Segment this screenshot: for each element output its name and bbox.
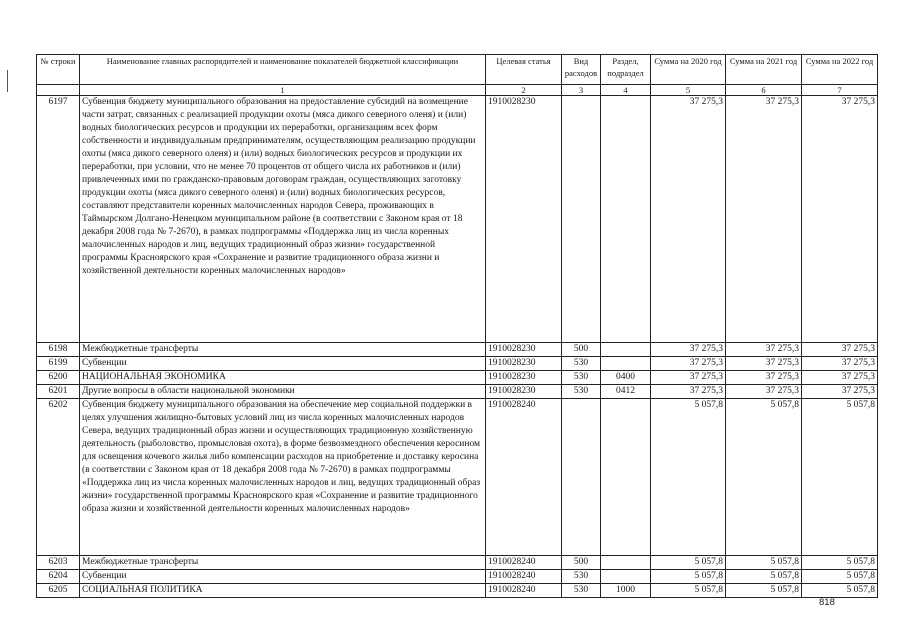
row-expense-type: 530 [562,584,601,598]
row-name: Субвенции [80,570,486,584]
row-sum-2021: 37 275,3 [726,371,802,385]
row-section [601,570,651,584]
row-sum-2022: 37 275,3 [802,343,878,357]
column-number-empty [37,85,80,96]
row-expense-type [562,399,601,556]
column-number: 5 [651,85,726,96]
col-header-section: Раздел, подраздел [601,55,651,85]
col-header-row-no: № строки [37,55,80,85]
row-number: 6203 [37,556,80,570]
row-sum-2020: 37 275,3 [651,343,726,357]
row-expense-type: 530 [562,385,601,399]
page-number: 818 [819,597,835,608]
row-name: Субвенции [80,357,486,371]
table-row [37,371,878,385]
row-target-article: 1910028230 [486,357,562,371]
row-section: 1000 [601,584,651,598]
row-number: 6205 [37,584,80,598]
row-sum-2021: 5 057,8 [726,556,802,570]
row-sum-2021: 5 057,8 [726,584,802,598]
row-number: 6201 [37,385,80,399]
row-sum-2020: 5 057,8 [651,584,726,598]
row-target-article: 1910028230 [486,371,562,385]
column-number: 3 [562,85,601,96]
row-section [601,399,651,556]
table-row [37,399,878,556]
row-sum-2022: 37 275,3 [802,357,878,371]
column-number: 1 [80,85,486,96]
row-expense-type [562,96,601,343]
row-number: 6202 [37,399,80,556]
table-row [37,96,878,343]
column-number-row [37,85,878,96]
row-target-article: 1910028230 [486,96,562,343]
row-target-article: 1910028240 [486,399,562,556]
table-row [37,385,878,399]
table-row [37,343,878,357]
col-header-expense-type: Вид расходов [562,55,601,85]
row-sum-2021: 37 275,3 [726,343,802,357]
row-expense-type: 500 [562,343,601,357]
row-sum-2020: 5 057,8 [651,399,726,556]
row-sum-2021: 37 275,3 [726,385,802,399]
row-number: 6200 [37,371,80,385]
col-header-name: Наименование главных распорядителей и наименование показателей бюджетной классификации [80,55,486,85]
row-section [601,556,651,570]
row-sum-2020: 5 057,8 [651,556,726,570]
row-sum-2022: 5 057,8 [802,570,878,584]
table-row [37,584,878,598]
col-header-sum-2022: Сумма на 2022 год [802,55,878,85]
row-sum-2022: 5 057,8 [802,399,878,556]
scan-margin-mark [7,70,8,92]
row-expense-type: 530 [562,357,601,371]
col-header-target: Целевая статья [486,55,562,85]
row-sum-2021: 5 057,8 [726,570,802,584]
row-sum-2020: 37 275,3 [651,385,726,399]
row-sum-2020: 37 275,3 [651,357,726,371]
row-sum-2022: 37 275,3 [802,371,878,385]
row-section: 0400 [601,371,651,385]
row-sum-2020: 5 057,8 [651,570,726,584]
row-target-article: 1910028230 [486,343,562,357]
table-row [37,357,878,371]
row-sum-2020: 37 275,3 [651,96,726,343]
row-sum-2022: 5 057,8 [802,584,878,598]
row-name: СОЦИАЛЬНАЯ ПОЛИТИКА [80,584,486,598]
row-name: Субвенция бюджету муниципального образования на предоставление субсидий на возмещение части затрат, связанных с реализацией продукции охоты (мяса дикого северного оленя) и (или) водных биологических ресурсов и продукции их переработки, организациям всех форм собственности и индивидуальным предпринимателям, осуществляющим реализацию продукции охоты (мяса дикого северного оленя) и (или) водных биологических ресурсов и продукции их переработки, при условии, что не менее 70 процентов от общего числа их работников и (или) привлеченных ими по гражданско-правовым договорам граждан, осуществляющих заготовку продукции охоты (мяса дикого северного оленя) и (или) водных биологических ресурсов, составляют представители коренных малочисленных народов Севера, проживающих в Таймырском Долгано-Ненецком муниципальном районе (в соответствии с Законом края от 18 декабря 2008 года № 7-2670), в рамках подпрограммы «Поддержка лиц из числа коренных малочисленных народов и лиц, ведущих традиционный образ жизни» государственной программы Красноярского края «Сохранение и развитие традиционного образа жизни и хозяйственной деятельности коренных малочисленных народов» [80,96,486,343]
col-header-sum-2020: Сумма на 2020 год [651,55,726,85]
row-section: 0412 [601,385,651,399]
row-target-article: 1910028240 [486,556,562,570]
row-sum-2021: 37 275,3 [726,96,802,343]
column-number: 6 [726,85,802,96]
row-target-article: 1910028240 [486,570,562,584]
row-sum-2021: 37 275,3 [726,357,802,371]
row-sum-2022: 37 275,3 [802,385,878,399]
col-header-sum-2021: Сумма на 2021 год [726,55,802,85]
row-number: 6204 [37,570,80,584]
row-section [601,357,651,371]
row-sum-2021: 5 057,8 [726,399,802,556]
row-sum-2020: 37 275,3 [651,371,726,385]
row-number: 6197 [37,96,80,343]
row-number: 6198 [37,343,80,357]
column-number: 7 [802,85,878,96]
row-sum-2022: 5 057,8 [802,556,878,570]
table-row [37,556,878,570]
row-expense-type: 530 [562,371,601,385]
row-name: Межбюджетные трансферты [80,556,486,570]
row-target-article: 1910028240 [486,584,562,598]
column-number: 4 [601,85,651,96]
row-sum-2022: 37 275,3 [802,96,878,343]
budget-table [36,54,878,598]
row-expense-type: 500 [562,556,601,570]
row-name: Межбюджетные трансферты [80,343,486,357]
row-name: НАЦИОНАЛЬНАЯ ЭКОНОМИКА [80,371,486,385]
row-section [601,343,651,357]
row-name: Другие вопросы в области национальной экономики [80,385,486,399]
row-section [601,96,651,343]
header-row [37,55,878,85]
row-target-article: 1910028230 [486,385,562,399]
column-number: 2 [486,85,562,96]
row-expense-type: 530 [562,570,601,584]
row-name: Субвенция бюджету муниципального образования на обеспечение мер социальной поддержки в целях улучшения жилищно-бытовых условий лиц из числа коренных малочисленных народов Севера, ведущих традиционный образ жизни и осуществляющих традиционную хозяйственную деятельность (рыболовство, промысловая охота), в форме безвозмездного обеспечения керосином для освещения кочевого жилья либо компенсации расходов на приобретение и доставку керосина (в соответствии с Законом края от 18 декабря 2008 года № 7-2670) в рамках подпрограммы «Поддержка лиц из числа коренных малочисленных народов и лиц, ведущих традиционный образ жизни» государственной программы Красноярского края «Сохранение и развитие традиционного образа жизни и хозяйственной деятельности коренных малочисленных народов» [80,399,486,556]
table-row [37,570,878,584]
row-number: 6199 [37,357,80,371]
